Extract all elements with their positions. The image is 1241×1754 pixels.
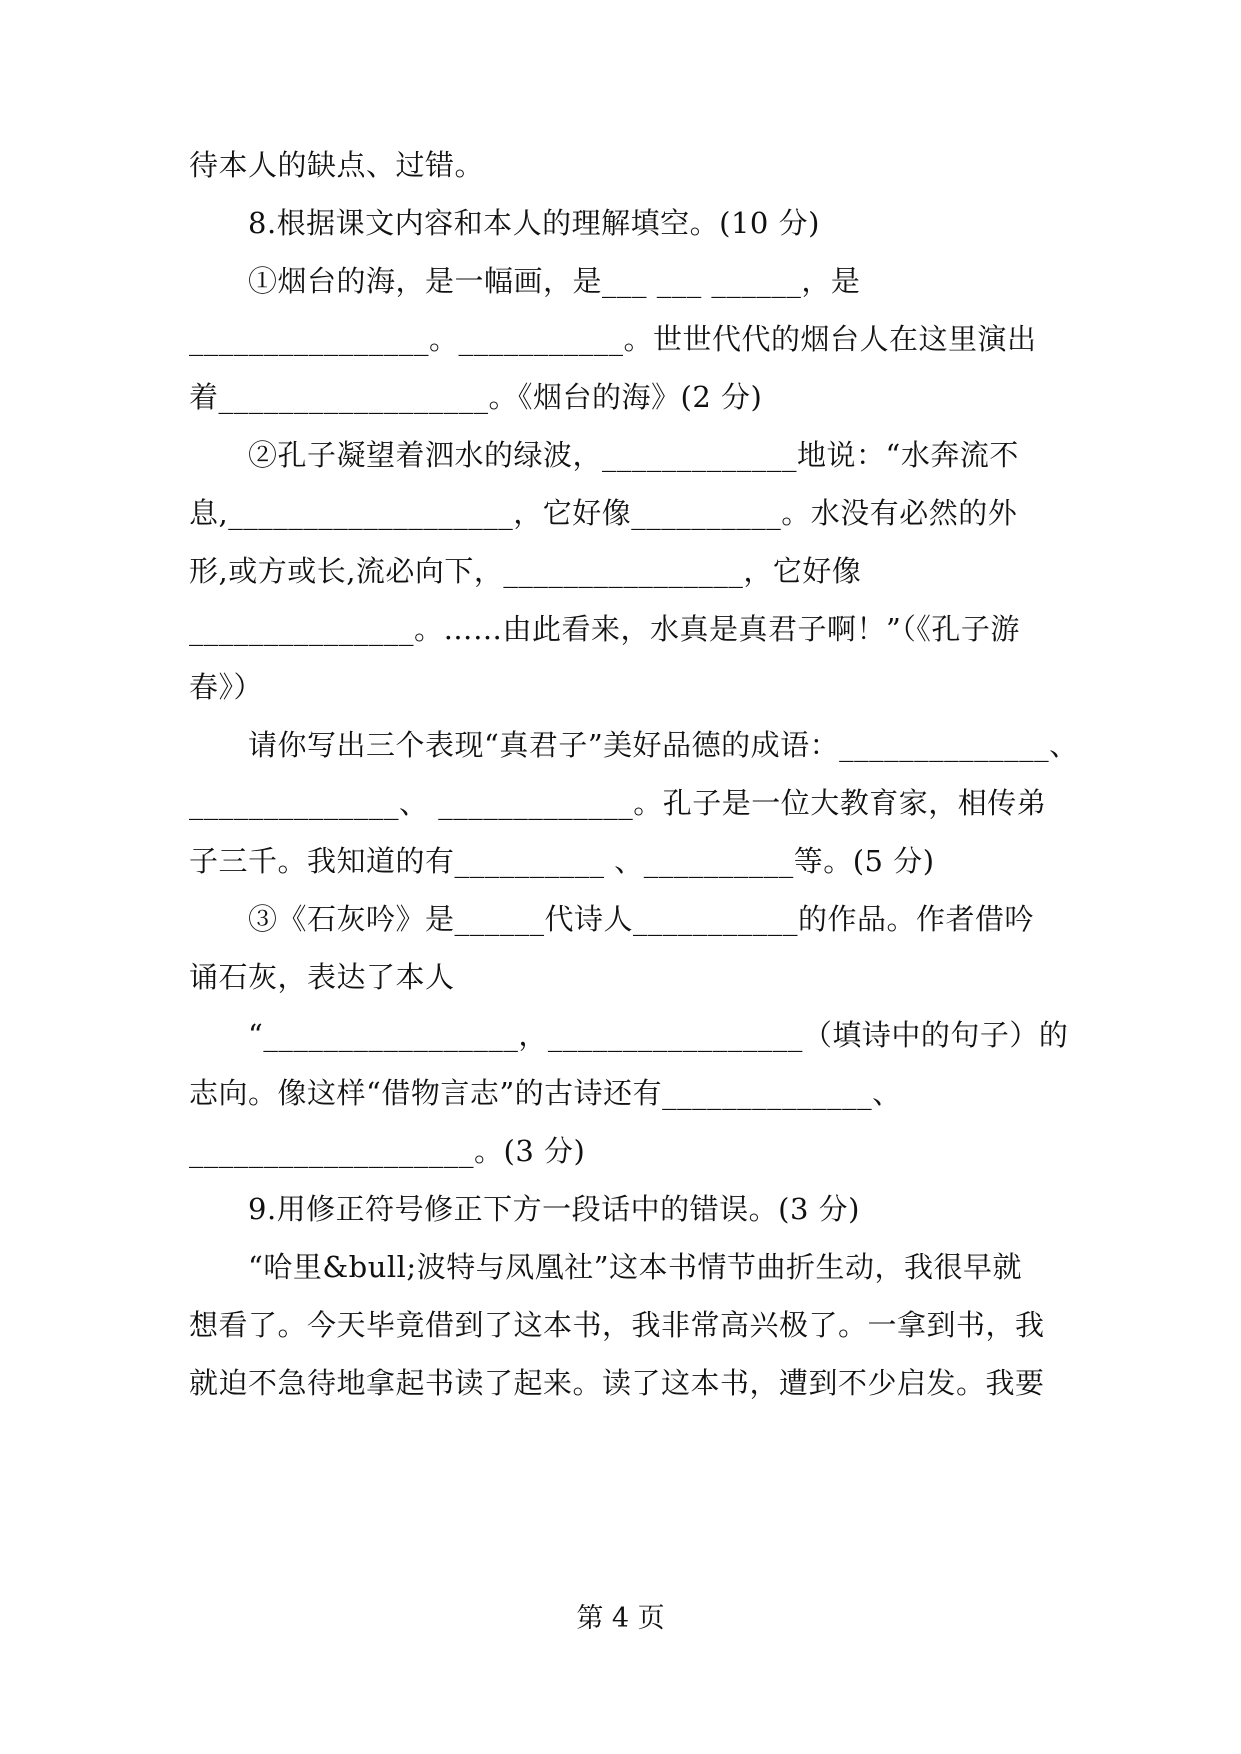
page-number: 第 4 页: [576, 1603, 665, 1634]
question-8-item-2-line-4: _______________。……由此看来，水真是真君子啊！”（《孔子游: [189, 612, 1020, 646]
question-8-item-2-line-5: 春》）: [189, 670, 264, 704]
question-8-item-2-line-2: 息,___________________，它好像__________。水没有必然的外: [189, 496, 1018, 530]
question-8-item-2-line-1: ②孔子凝望着泗水的绿波，_____________地说：“水奔流不: [248, 438, 1019, 472]
question-8-item-1-line-1: ①烟台的海，是一幅画，是___ ___ ______，是: [248, 264, 861, 298]
question-9-passage-line-2: 想看了。今天毕竟借到了这本书，我非常高兴极了。一拿到书，我: [189, 1308, 1045, 1342]
question-8-item-3-line-3: “_________________，_________________（填诗中的句子）的: [248, 1018, 1069, 1052]
question-8-item-3-line-2: 诵石灰，表达了本人: [189, 960, 455, 994]
question-9-heading: 9.用修正符号修正下方一段话中的错误。(3 分): [248, 1192, 860, 1226]
question-8-item-3-line-4: 志向。像这样“借物言志”的古诗还有______________、: [189, 1076, 902, 1110]
question-9-passage-line-3: 就迫不急待地拿起书读了起来。读了这本书，遭到不少启发。我要: [189, 1366, 1045, 1400]
text-line-1: 待本人的缺点、过错。: [189, 148, 485, 182]
question-8-item-1-line-3: 着__________________。《烟台的海》(2 分): [189, 380, 763, 414]
question-8-idioms-line-2: ______________、 _____________。孔子是一位大教育家，相传弟: [189, 786, 1047, 820]
question-8-item-2-line-3: 形,或方或长,流必向下，________________，它好像: [189, 554, 862, 588]
question-8-heading: 8.根据课文内容和本人的理解填空。(10 分): [248, 206, 820, 240]
question-8-idioms-line-1: 请你写出三个表现“真君子”美好品德的成语：______________、: [248, 728, 1079, 762]
question-8-idioms-line-3: 子三千。我知道的有__________ 、__________等。(5 分): [189, 844, 935, 878]
question-8-item-3-line-5: ___________________。(3 分): [189, 1134, 586, 1168]
question-8-item-3-line-1: ③《石灰吟》是______代诗人___________的作品。作者借吟: [248, 902, 1035, 936]
question-8-item-1-line-2: ________________。___________。世世代代的烟台人在这里演出: [189, 322, 1037, 356]
question-9-passage-line-1: “哈里&bull;波特与凤凰社”这本书情节曲折生动，我很早就: [248, 1250, 1023, 1284]
